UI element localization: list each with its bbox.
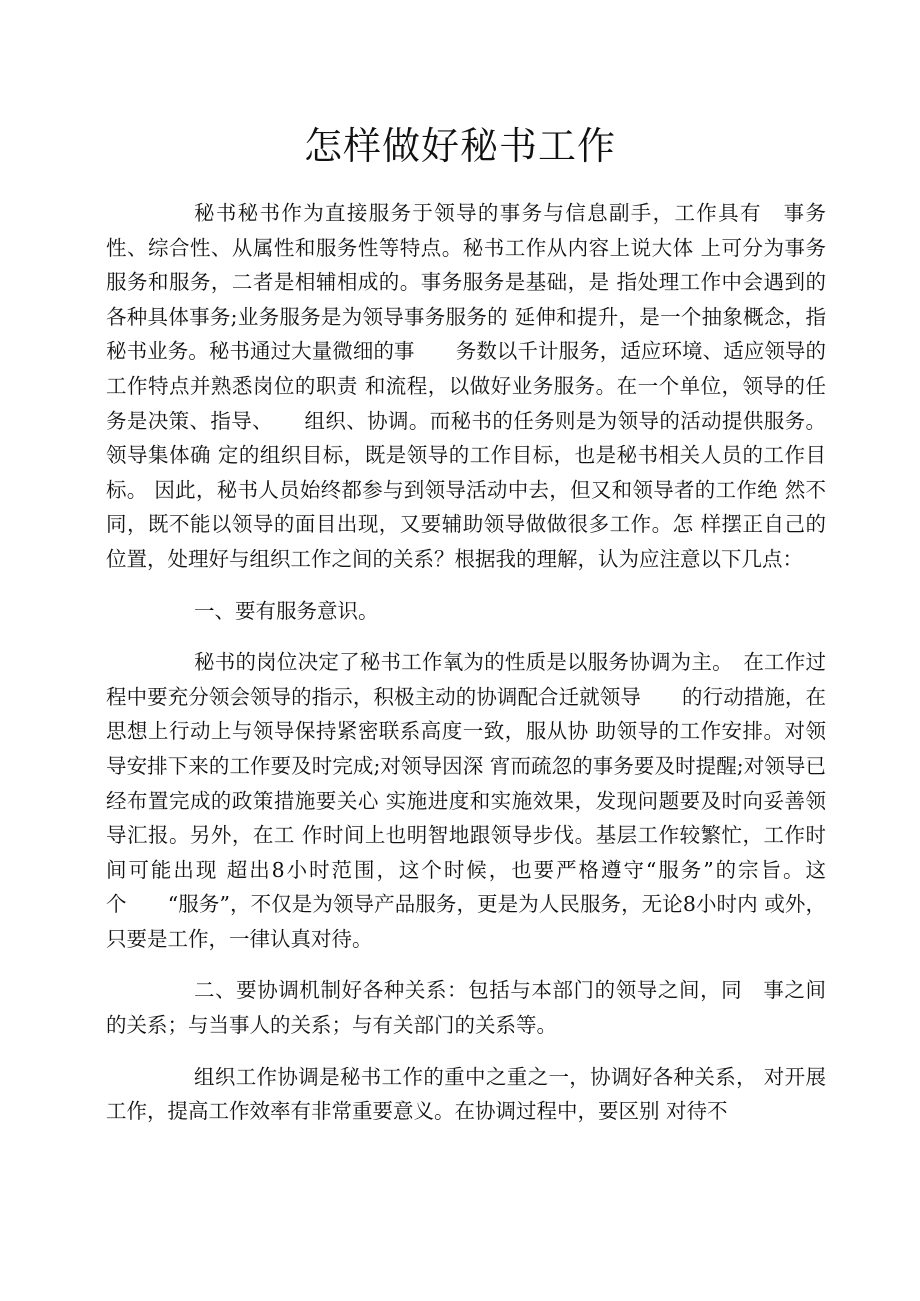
- section-heading-1: 一、要有服务意识。: [194, 598, 379, 623]
- document-body: [106, 196, 826, 1146]
- document-title: 怎样做好秘书工作: [303, 124, 616, 168]
- paragraph-intro: 秘书秘书作为直接服务于领导的事务与信息副手，工作具有 事务性、综合性、从属性和服务性等特点。秘书工作从内容上说大体 上可分为事务服务和服务，二者是相辅相成的。事务服务是基础，是 指处理工作中会遇到的各种具体事务;业务服务是为领导事务服务的 延伸和提升，是一个抽象概念，指秘书业务。秘书通过大量微细的事 务数以千计服务，适应环境、适应领导的工作特点并熟悉岗位的职责 和流程，以做好业务服务。在一个单位，领导的任务是决策、指导、 组织、协调。而秘书的任务则是为领导的活动提供服务。领导集体确 定的组织目标，既是领导的工作目标，也是秘书相关人员的工作目标。 因此，秘书人员始终都参与到领导活动中去，但又和领导者的工作绝 然不同，既不能以领导的面目出现，又要辅助领导做做很多工作。怎 样摆正自己的位置，处理好与组织工作之间的关系？根据我的理解，认为应注意以下几点：: [106, 201, 826, 571]
- section-heading-2: 二、要协调机制好各种关系：包括与本部门的领导之间，同 事之间的关系；与当事人的关系；与有关部门的关系等。: [106, 978, 826, 1038]
- paragraph-coordination: 组织工作协调是秘书工作的重中之重之一，协调好各种关系， 对开展工作，提高工作效率有非常重要意义。在协调过程中，要区别 对待不: [106, 1064, 826, 1124]
- paragraph-service: 秘书的岗位决定了秘书工作氧为的性质是以服务协调为主。 在工作过程中要充分领会领导的指示，积极主动的协调配合迁就领导 的行动措施，在思想上行动上与领导保持紧密联系高度一致，服从协 助领导的工作安排。对领导安排下来的工作要及时完成;对领导因深 宵而疏忽的事务要及时提醒;对领导已经布置完成的政策措施要关心 实施进度和实施效果，发现问题要及时向妥善领导汇报。另外，在工 作时间上也明智地跟领导步伐。基层工作较繁忙，工作时间可能出现 超出8小时范围，这个时候，也要严格遵守“服务”的宗旨。这个 “服务”，不仅是为领导产品服务，更是为人民服务，无论8小时内 或外，只要是工作，一律认真对待。: [106, 650, 826, 951]
